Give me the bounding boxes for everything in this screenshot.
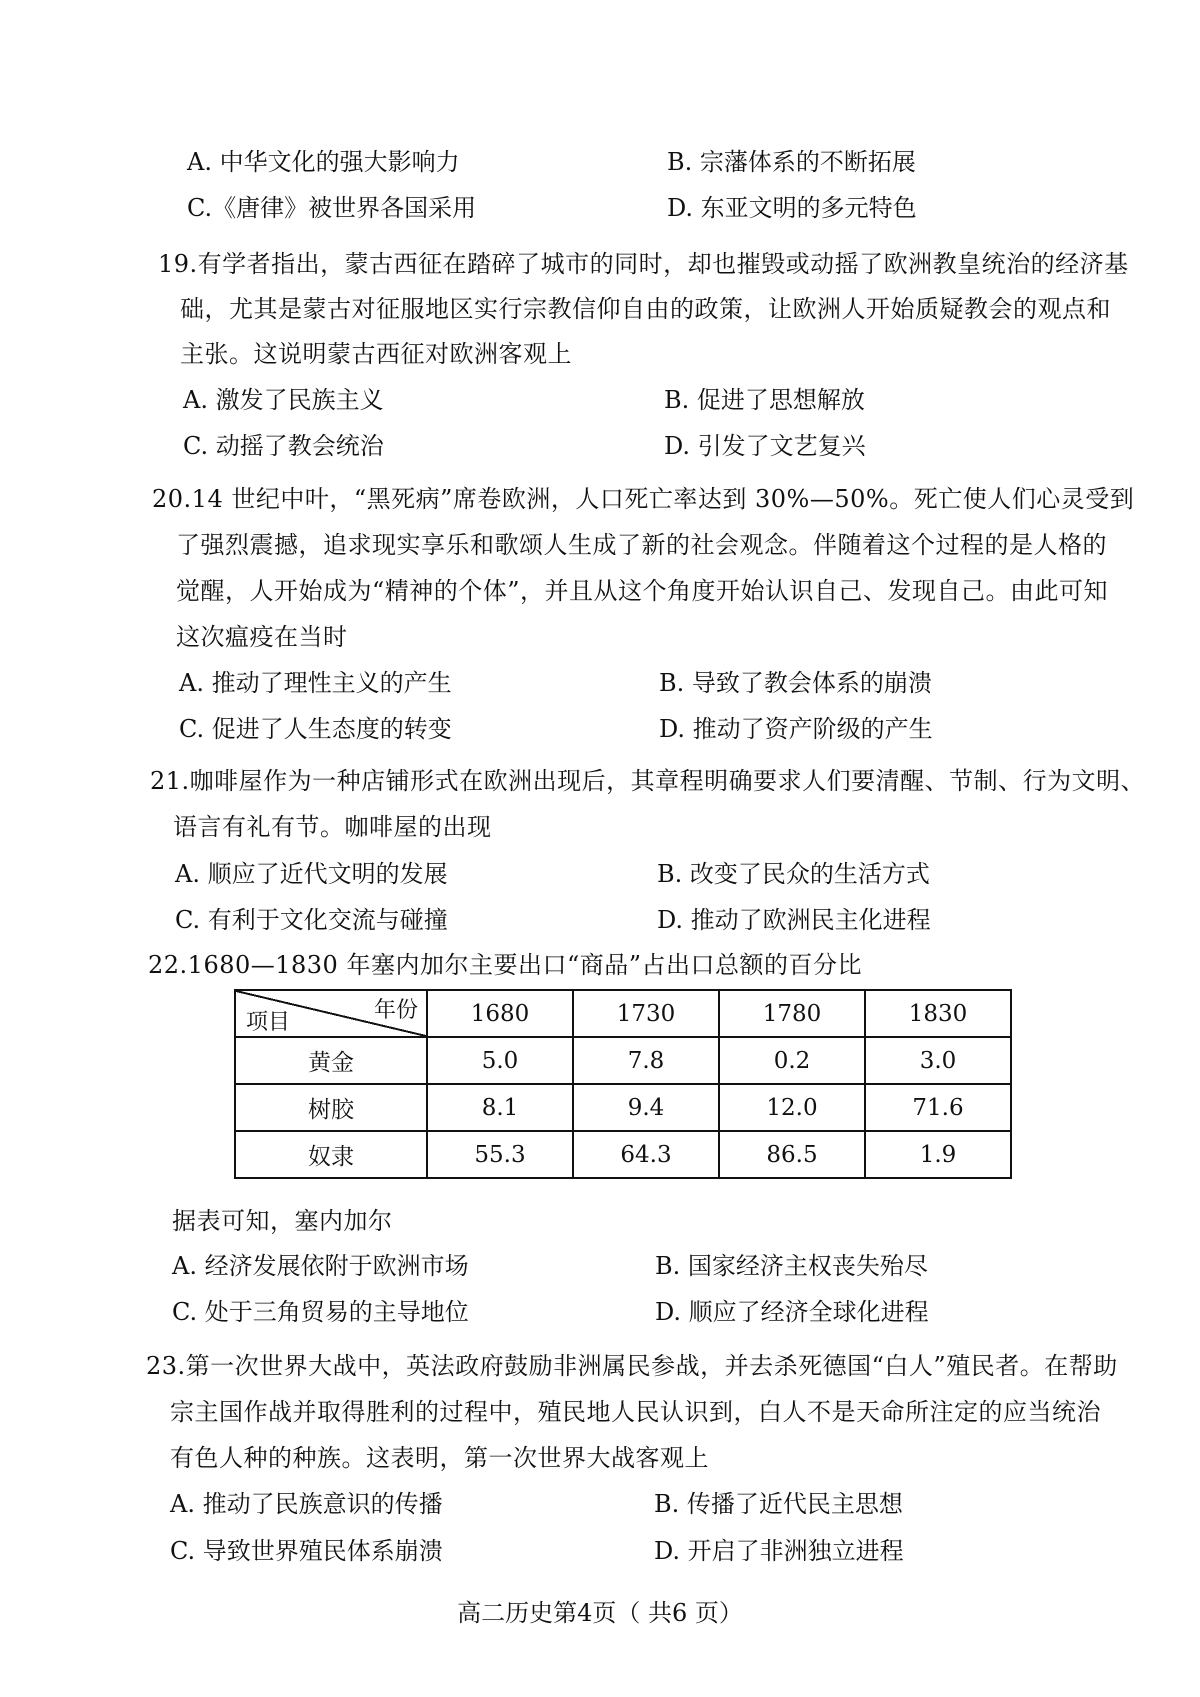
- corner-label-year: 年份: [373, 998, 418, 1023]
- q23-option-b: B. 传播了近代民主思想: [654, 1490, 903, 1518]
- q23-stem-line-2: 宗主国作战并取得胜利的过程中，殖民地人民认识到，白人不是天命所注定的应当统治: [170, 1398, 1101, 1426]
- q19-option-a: A. 激发了民族主义: [183, 386, 384, 414]
- q21-option-d: D. 推动了欧洲民主化进程: [657, 906, 931, 934]
- q19-stem-line-2: 础，尤其是蒙古对征服地区实行宗教信仰自由的政策，让欧洲人开始质疑教会的观点和: [180, 295, 1111, 323]
- q19-stem-line-3: 主张。这说明蒙古西征对欧洲客观上: [180, 340, 572, 368]
- table-cell: 5.0: [427, 1037, 573, 1084]
- q23-option-a: A. 推动了民族意识的传播: [170, 1490, 443, 1518]
- table-cell: 9.4: [573, 1084, 719, 1131]
- q22-after-text: 据表可知，塞内加尔: [172, 1207, 393, 1235]
- year-header: 1780: [719, 990, 865, 1037]
- table-row: [235, 1037, 1011, 1084]
- q23-option-c: C. 导致世界殖民体系崩溃: [170, 1537, 443, 1565]
- q21-stem-line-2: 语言有礼有节。咖啡屋的出现: [173, 813, 492, 841]
- table-cell: 8.1: [427, 1084, 573, 1131]
- table-cell: 12.0: [719, 1084, 865, 1131]
- q19-option-b: B. 促进了思想解放: [664, 386, 865, 414]
- q18-option-c: C.《唐律》被世界各国采用: [187, 194, 477, 222]
- table-header-row: [235, 990, 1011, 1037]
- q18-option-a: A. 中华文化的强大影响力: [187, 148, 460, 176]
- year-header: 1830: [865, 990, 1011, 1037]
- q20-option-d: D. 推动了资产阶级的产生: [659, 715, 933, 743]
- q19-option-c: C. 动摇了教会统治: [183, 432, 384, 460]
- table-cell: 64.3: [573, 1131, 719, 1178]
- q20-stem-line-2: 了强烈震撼，追求现实享乐和歌颂人生成了新的社会观念。伴随着这个过程的是人格的: [176, 531, 1107, 559]
- q21-option-b: B. 改变了民众的生活方式: [657, 860, 930, 888]
- table-cell: 1.9: [865, 1131, 1011, 1178]
- q20-stem-line-4: 这次瘟疫在当时: [176, 623, 348, 651]
- q20-option-b: B. 导致了教会体系的崩溃: [659, 669, 932, 697]
- q22-option-c: C. 处于三角贸易的主导地位: [172, 1298, 469, 1326]
- export-share-table: [234, 989, 1012, 1179]
- table-cell: 7.8: [573, 1037, 719, 1084]
- table-row: [235, 1131, 1011, 1178]
- q23-stem-line-1: 23.第一次世界大战中，英法政府鼓励非洲属民参战，并去杀死德国“白人”殖民者。在帮助: [146, 1352, 1118, 1380]
- table-cell: 3.0: [865, 1037, 1011, 1084]
- q22-option-d: D. 顺应了经济全球化进程: [655, 1298, 929, 1326]
- corner-label-item: 项目: [246, 1010, 291, 1035]
- table-row: [235, 1084, 1011, 1131]
- q20-option-c: C. 促进了人生态度的转变: [179, 715, 452, 743]
- q21-stem-line-1: 21.咖啡屋作为一种店铺形式在欧洲出现后，其章程明确要求人们要清醒、节制、行为文明、: [150, 767, 1146, 795]
- q18-option-d: D. 东亚文明的多元特色: [667, 194, 917, 222]
- q18-option-b: B. 宗藩体系的不断拓展: [667, 148, 916, 176]
- q22-option-a: A. 经济发展依附于欧洲市场: [172, 1252, 469, 1280]
- q20-stem-line-1: 20.14 世纪中叶，“黑死病”席卷欧洲，人口死亡率达到 30%—50%。死亡使人们心灵受到: [152, 485, 1135, 513]
- q19-stem-line-1: 19.有学者指出，蒙古西征在踏碎了城市的同时，却也摧毁或动摇了欧洲教皇统治的经济基: [158, 250, 1129, 278]
- table-cell: 55.3: [427, 1131, 573, 1178]
- page-footer: 高二历史第4页（ 共6 页）: [457, 1599, 743, 1627]
- q23-stem-line-3: 有色人种的种族。这表明，第一次世界大战客观上: [170, 1444, 709, 1472]
- q20-option-a: A. 推动了理性主义的产生: [179, 669, 452, 697]
- table-corner-cell: [235, 990, 427, 1037]
- q19-option-d: D. 引发了文艺复兴: [664, 432, 866, 460]
- year-header: 1680: [427, 990, 573, 1037]
- row-item-label: 奴隶: [235, 1131, 427, 1178]
- table-cell: 0.2: [719, 1037, 865, 1084]
- q20-stem-line-3: 觉醒，人开始成为“精神的个体”，并且从这个角度开始认识自己、发现自己。由此可知: [176, 577, 1109, 605]
- q23-option-d: D. 开启了非洲独立进程: [654, 1537, 904, 1565]
- q21-option-a: A. 顺应了近代文明的发展: [175, 860, 448, 888]
- row-item-label: 树胶: [235, 1084, 427, 1131]
- q22-stem: 22.1680—1830 年塞内加尔主要出口“商品”占出口总额的百分比: [148, 951, 862, 979]
- table-cell: 86.5: [719, 1131, 865, 1178]
- table-cell: 71.6: [865, 1084, 1011, 1131]
- year-header: 1730: [573, 990, 719, 1037]
- q21-option-c: C. 有利于文化交流与碰撞: [175, 906, 448, 934]
- q22-option-b: B. 国家经济主权丧失殆尽: [655, 1252, 928, 1280]
- row-item-label: 黄金: [235, 1037, 427, 1084]
